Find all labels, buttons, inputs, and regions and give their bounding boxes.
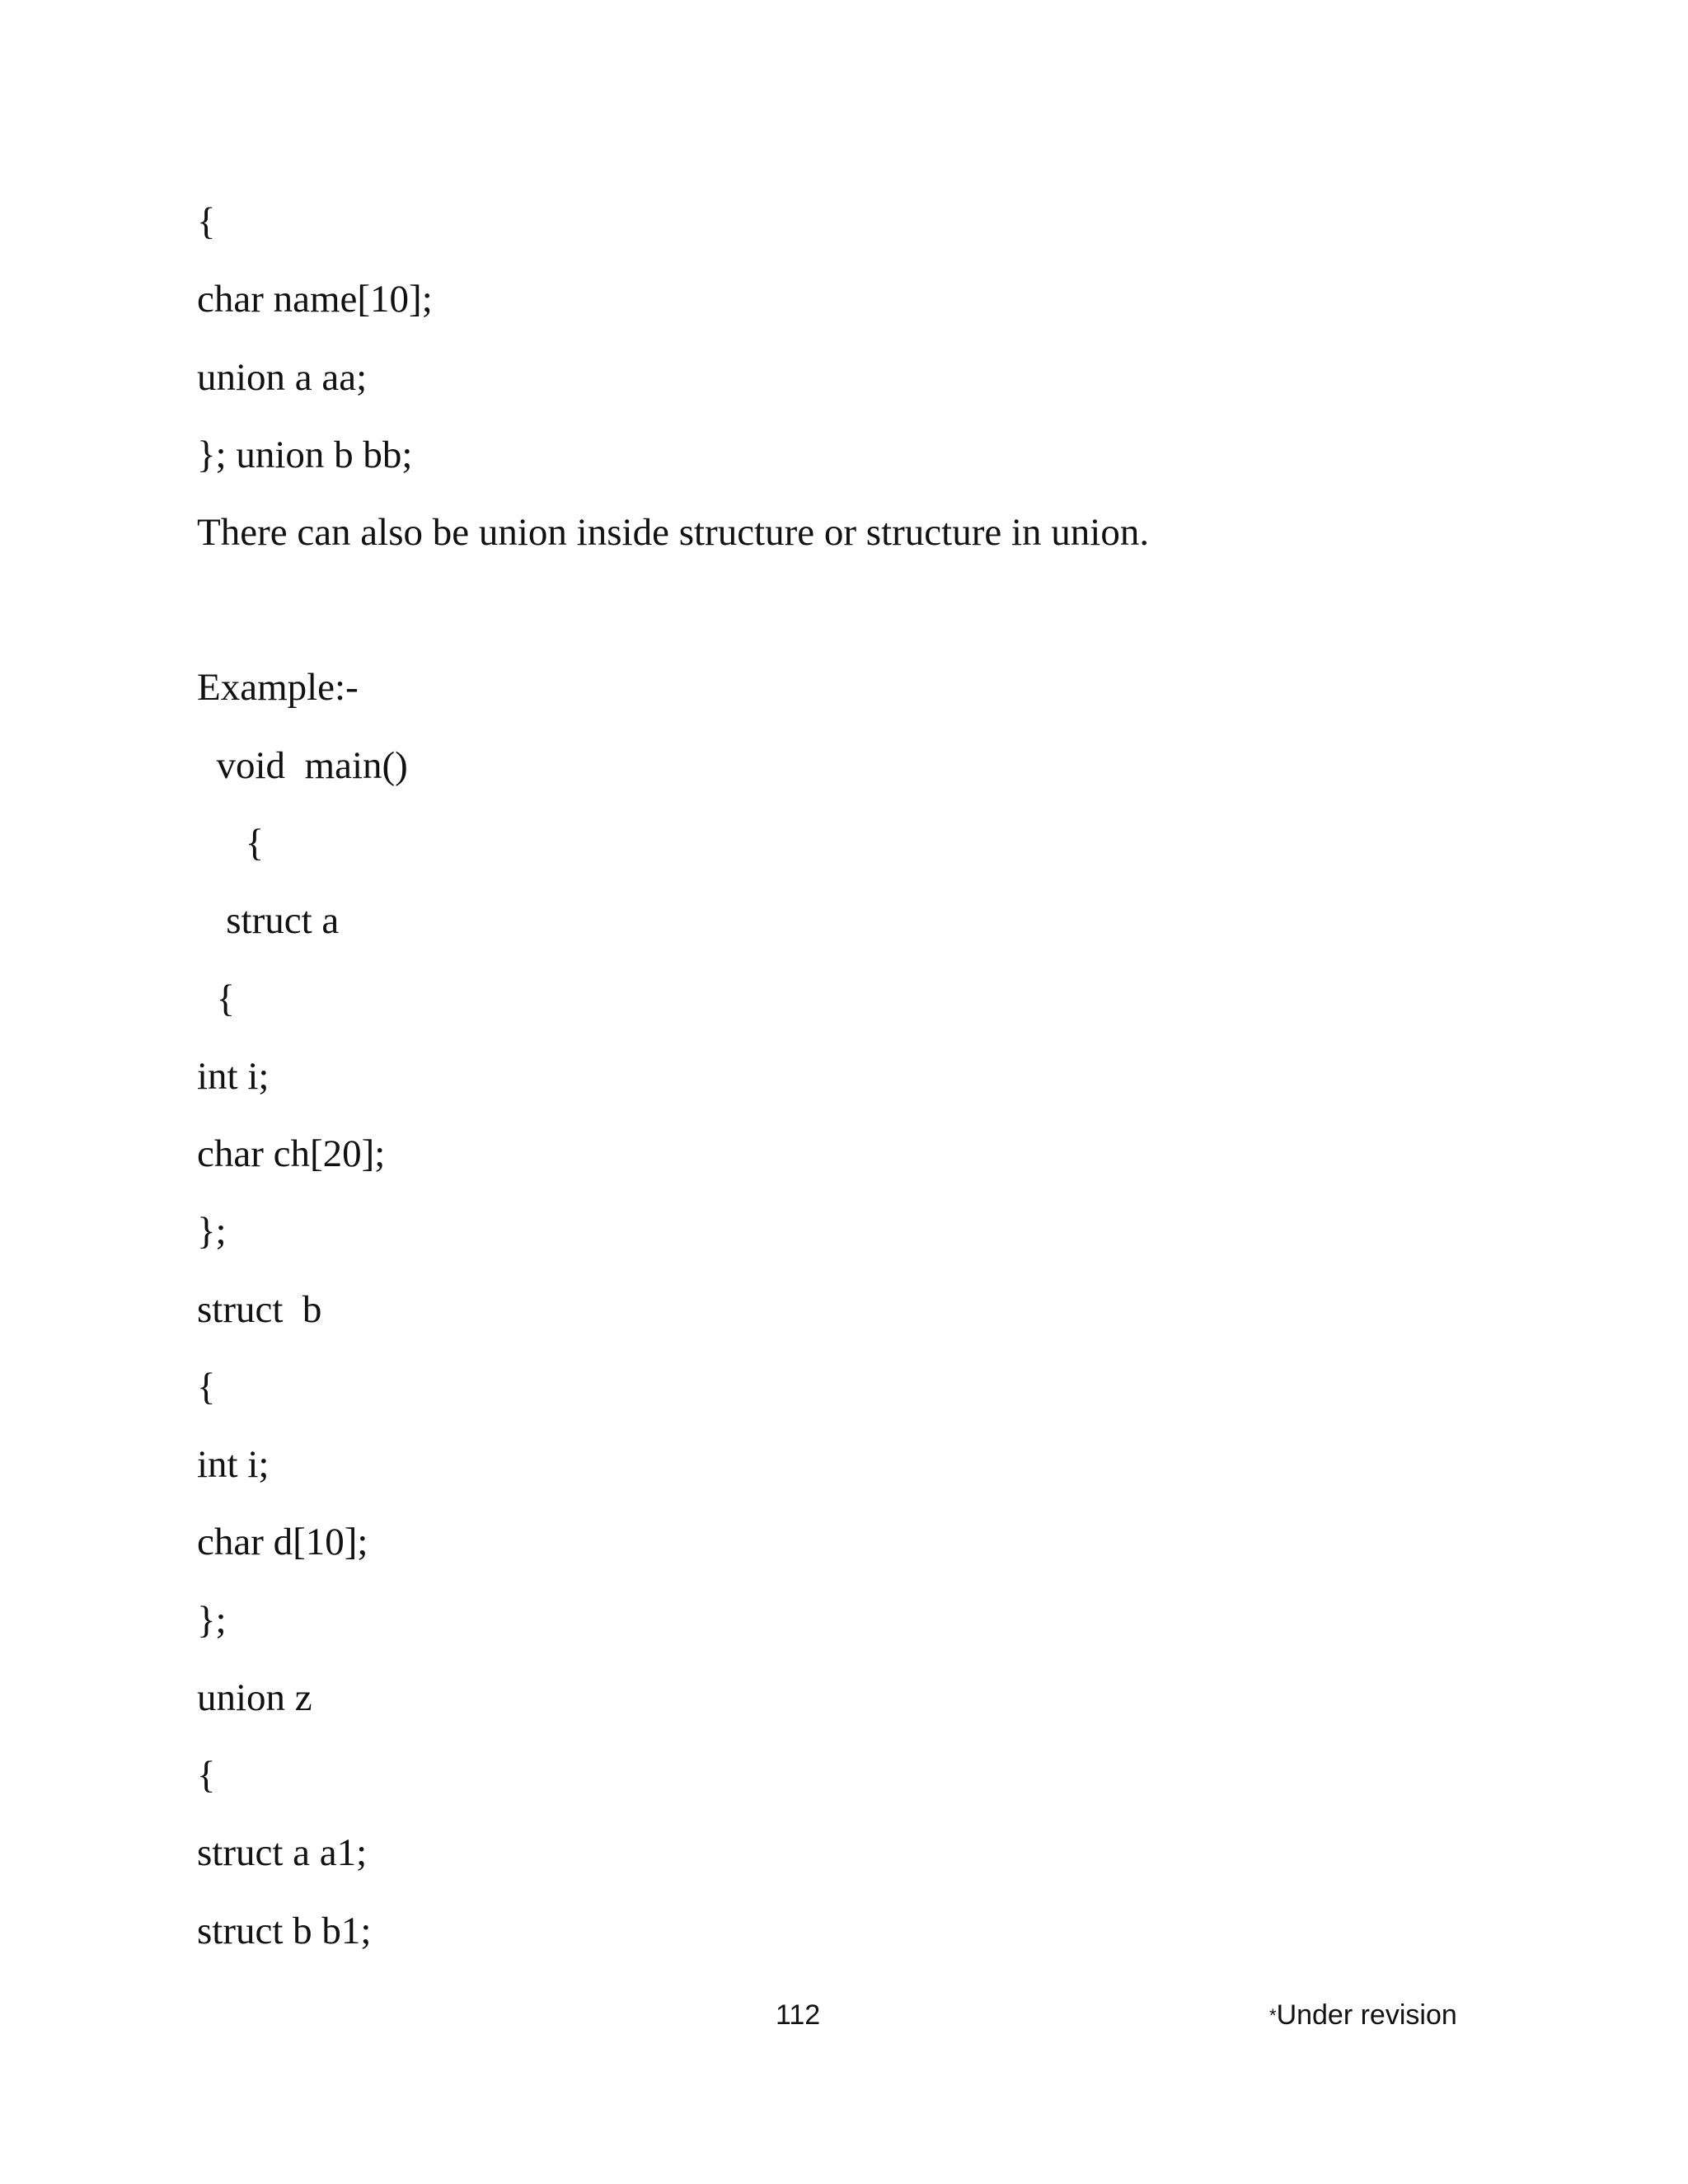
code-line: union z bbox=[197, 1676, 312, 1719]
code-line: char ch[20]; bbox=[197, 1132, 386, 1175]
code-line: { bbox=[197, 1754, 216, 1797]
code-line: struct b b1; bbox=[197, 1910, 372, 1952]
code-line: char name[10]; bbox=[197, 278, 433, 321]
code-line: int i; bbox=[197, 1055, 270, 1098]
code-line: struct a a1; bbox=[197, 1831, 368, 1874]
code-line: { bbox=[197, 200, 216, 243]
code-line: { bbox=[197, 1366, 216, 1408]
code-line: { bbox=[197, 977, 236, 1020]
code-line: union a aa; bbox=[197, 356, 368, 399]
code-line: struct a bbox=[197, 899, 340, 942]
code-line: char d[10]; bbox=[197, 1521, 368, 1563]
code-line: }; bbox=[197, 1210, 227, 1253]
revision-note bbox=[1269, 1999, 1457, 2032]
code-line: struct b bbox=[197, 1288, 322, 1331]
code-line: void main() bbox=[197, 744, 408, 787]
code-line: }; union b bb; bbox=[197, 434, 413, 476]
code-line: { bbox=[197, 822, 265, 865]
example-heading: Example:- bbox=[197, 666, 359, 709]
body-paragraph: There can also be union inside structure or structure in union. bbox=[197, 511, 1150, 554]
code-line: }; bbox=[197, 1599, 227, 1642]
revision-text: Under revision bbox=[1276, 1999, 1457, 2031]
revision-star: * bbox=[1269, 2005, 1277, 2026]
page-number: 112 bbox=[776, 1999, 821, 2031]
code-line: int i; bbox=[197, 1443, 270, 1486]
